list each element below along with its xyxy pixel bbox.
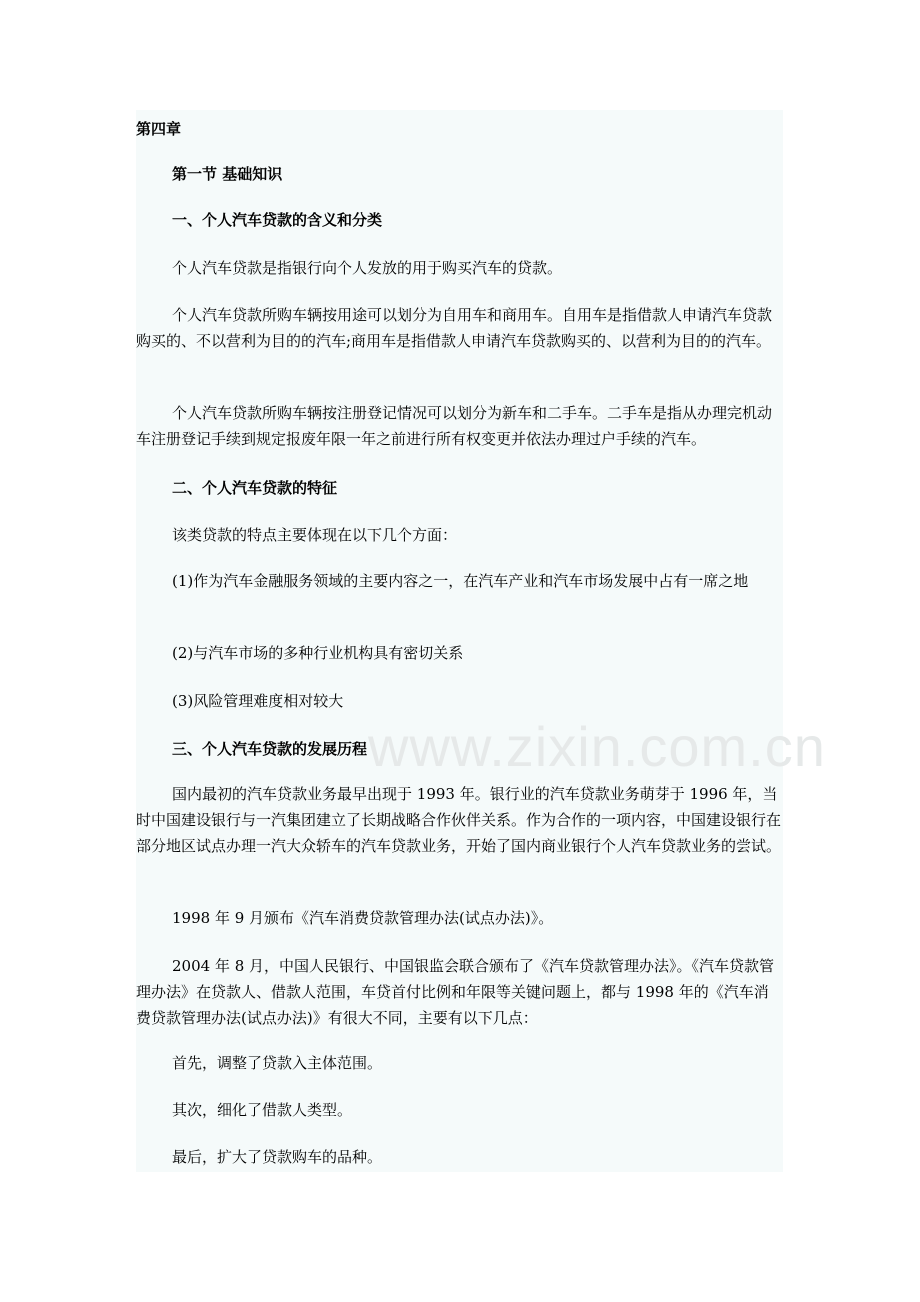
paragraph-11: 首先，调整了贷款入主体范围。 (172, 1054, 383, 1072)
paragraph-13: 最后，扩大了贷款购车的品种。 (172, 1148, 383, 1166)
paragraph-9: 1998 年 9 月颁布《汽车消费贷款管理办法(试点办法)》。 (172, 909, 554, 927)
paragraph-5: (1)作为汽车金融服务领域的主要内容之一，在汽车产业和汽车市场发展中占有一席之地 (172, 572, 749, 590)
document-page (136, 110, 826, 1172)
paragraph-2: 个人汽车贷款所购车辆按用途可以划分为自用车和商用车。自用车是指借款人申请汽车贷款购买的、不以营利为目的的汽车;商用车是指借款人申请汽车贷款购买的、以营利为目的的汽车。 (136, 306, 773, 350)
paragraph-7: (3)风险管理难度相对较大 (172, 692, 344, 710)
heading-3: 三、个人汽车贷款的发展历程 (172, 740, 368, 758)
paragraph-12: 其次，细化了借款人类型。 (172, 1101, 353, 1119)
paragraph-8: 国内最初的汽车贷款业务最早出现于 1993 年。银行业的汽车贷款业务萌芽于 1996 年，当时中国建设银行与一汽集团建立了长期战略合作伙伴关系。作为合作的一项内容，中国建设银行在部分地区试点办理一汽大众轿车的汽车贷款业务，开始了国内商业银行个人汽车贷款业务的尝试。 (136, 785, 782, 855)
paragraph-3: 个人汽车贷款所购车辆按注册登记情况可以划分为新车和二手车。二手车是指从办理完机动车注册登记手续到规定报废年限一年之前进行所有权变更并依法办理过户手续的汽车。 (136, 404, 773, 448)
paragraph-6: (2)与汽车市场的多种行业机构具有密切关系 (172, 644, 464, 662)
paragraph-1: 个人汽车贷款是指银行向个人发放的用于购买汽车的贷款。 (172, 259, 563, 277)
paragraph-10: 2004 年 8 月，中国人民银行、中国银监会联合颁布了《汽车贷款管理办法》。《汽车贷款管理办法》在贷款人、借款人范围，车贷首付比例和年限等关键问题上，都与 1998 年的《汽车消费贷款管理办法(试点办法)》有很大不同，主要有以下几点： (136, 957, 775, 1027)
paragraph-4: 该类贷款的特点主要体现在以下几个方面： (172, 526, 458, 544)
section-title: 第一节 基础知识 (172, 165, 283, 183)
chapter-title: 第四章 (136, 120, 182, 138)
heading-2: 二、个人汽车贷款的特征 (172, 479, 338, 497)
watermark: www.zixin.com.cn (368, 715, 826, 778)
heading-1: 一、个人汽车贷款的含义和分类 (172, 211, 383, 229)
